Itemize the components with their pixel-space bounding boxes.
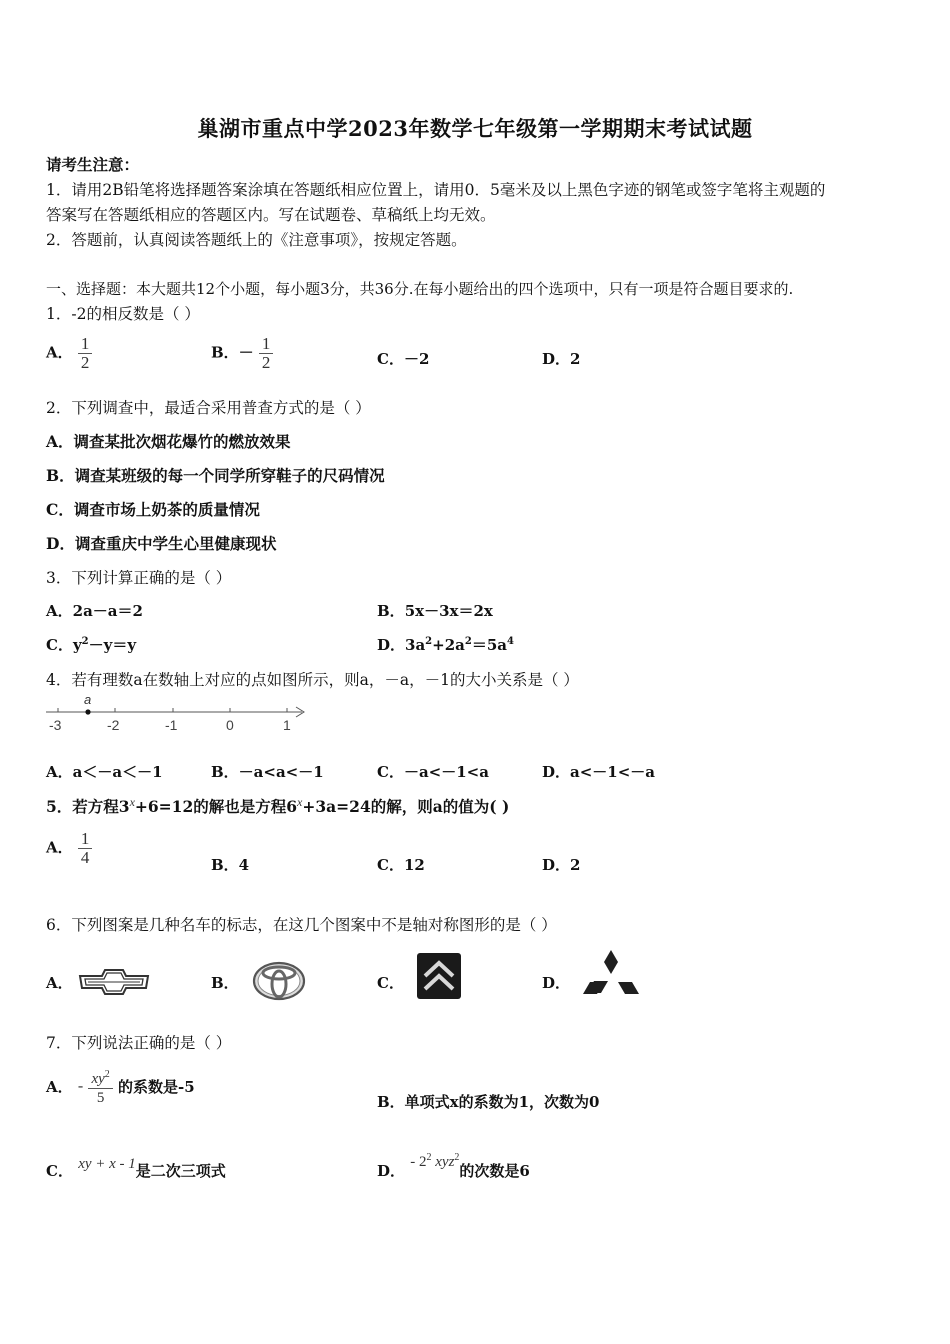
q3-option-c-rest: －y＝y (88, 636, 137, 654)
q1-option-b-label: B．－ (211, 343, 254, 362)
q6-stem: 6．下列图案是几种名车的标志，在这几个图案中不是轴对称图形的是（ ） (46, 916, 557, 934)
mitsubishi-logo-icon (582, 948, 640, 998)
q7-option-d[interactable] (377, 1152, 530, 1181)
q5-stem-part3: +3a=24的解，则a的值为( ) (302, 797, 510, 817)
tick-label: 0 (226, 717, 234, 733)
q3-option-d-part3: ＝5a (471, 636, 508, 654)
citroen-logo-icon (416, 952, 462, 1000)
tick-label: -1 (165, 717, 178, 733)
q5-option-a-fraction: $\frac{1}{4}$ (78, 830, 93, 867)
q7-option-a-text: 的系数是-5 (118, 1078, 195, 1096)
q6-option-c-label[interactable]: C． (377, 974, 404, 992)
q2-stem: 2．下列调查中，最适合采用普查方式的是（ ） (46, 399, 371, 417)
q4-option-a[interactable]: A．a＜－a＜－1 (46, 763, 163, 781)
point-a-label: a (84, 692, 92, 707)
q3-option-b[interactable] (377, 600, 493, 621)
q1-option-a-fraction: $\frac{1}{2}$ (78, 335, 93, 372)
q7-option-d-label: D． (377, 1162, 406, 1180)
q2-option-b[interactable]: B．调查某班级的每一个同学所穿鞋子的尺码情况 (46, 466, 385, 485)
q3-option-d-exp2: 2 (464, 636, 472, 647)
q7-option-c-expr: xy + x - 1 (78, 1156, 136, 1172)
point-a-marker (85, 709, 90, 714)
q6-option-d-label[interactable]: D． (542, 974, 571, 992)
q4-option-d[interactable]: D．a<－1<－a (542, 763, 656, 781)
notice-heading: 请考生注意： (46, 155, 140, 174)
section-heading: 一、选择题：本大题共12个小题，每小题3分，共36分.在每小题给出的四个选项中，只有一项是符合题目要求的. (46, 280, 794, 298)
q5-stem-part1: 5．若方程3 (46, 797, 130, 817)
q5-option-a-label: A． (46, 838, 73, 857)
notice-line-1b: 答案写在答题纸相应的答题区内。写在试题卷、草稿纸上均无效。 (46, 206, 496, 224)
q4-number-line (40, 690, 320, 738)
q7-option-c[interactable] (46, 1154, 226, 1181)
notice-line-1a: 1．请用2B铅笔将选择题答案涂填在答题纸相应位置上，请用0．5毫米及以上黑色字迹的钢笔或签字笔将主观题的 (46, 181, 826, 199)
page-title: 巢湖市重点中学2023年数学七年级第一学期期末考试试题 (197, 116, 753, 141)
q3-option-d-part1: 3a (405, 636, 426, 654)
q3-option-d-exp3: 4 (507, 636, 514, 647)
q1-stem: 1．-2的相反数是（ ） (46, 305, 200, 323)
q1-option-c[interactable]: C．－2 (377, 350, 430, 368)
q5-stem-var2: x (297, 795, 303, 809)
q1-option-a-label: A． (46, 343, 73, 362)
q3-option-b-expr: 5x－3x＝2x (404, 602, 493, 620)
q3-option-c[interactable] (46, 634, 136, 655)
q7-option-a-label: A． (46, 1078, 73, 1096)
q3-option-d-exp1: 2 (425, 636, 433, 647)
q7-option-c-label: C． (46, 1162, 73, 1180)
q7-option-a-sign: - (77, 1077, 84, 1095)
q5-option-a[interactable] (46, 830, 92, 867)
q5-stem (46, 795, 509, 817)
tick-label: -3 (49, 717, 62, 733)
q3-option-c-label: C． (46, 636, 73, 654)
q6-option-a-label[interactable]: A． (46, 974, 73, 992)
q3-stem: 3．下列计算正确的是（ ） (46, 569, 232, 587)
q7-option-b[interactable]: B．单项式x的系数为1，次数为0 (377, 1093, 600, 1111)
q3-option-d[interactable] (377, 634, 514, 655)
q3-option-a-expr: 2a－a＝2 (72, 602, 143, 620)
q2-option-a[interactable]: A．调查某批次烟花爆竹的燃放效果 (46, 432, 291, 451)
q7-option-d-expr: - $2^2$ xyz$^2$ (410, 1152, 460, 1170)
tick-label: -2 (107, 717, 120, 733)
q6-option-b-label[interactable]: B． (211, 974, 239, 992)
tick-label: 1 (283, 717, 291, 733)
q5-option-b[interactable]: B．4 (211, 856, 250, 874)
q7-stem: 7．下列说法正确的是（ ） (46, 1034, 232, 1052)
q2-option-d[interactable]: D．调查重庆中学生心里健康现状 (46, 534, 277, 553)
q5-option-c[interactable]: C．12 (377, 856, 425, 874)
q5-stem-var1: x (129, 795, 135, 809)
q1-option-b[interactable] (211, 335, 273, 372)
q3-option-a[interactable] (46, 600, 143, 621)
q7-option-d-text: 的次数是6 (459, 1162, 530, 1180)
q3-option-d-part2: +2a (432, 636, 465, 654)
q2-option-c[interactable]: C．调查市场上奶茶的质量情况 (46, 500, 260, 519)
q7-option-c-text: 是二次三项式 (135, 1162, 226, 1180)
q7-option-a[interactable] (46, 1066, 195, 1107)
notice-line-2: 2．答题前，认真阅读答题纸上的《注意事项》，按规定答题。 (46, 231, 467, 249)
q3-option-b-label: B． (377, 602, 405, 620)
q5-option-d[interactable]: D．2 (542, 856, 581, 874)
q5-stem-part2: +6=12的解也是方程6 (134, 797, 298, 817)
q4-option-b[interactable]: B．－a<a<－1 (211, 763, 324, 781)
q1-option-d[interactable]: D．2 (542, 350, 581, 368)
q1-option-b-fraction: $\frac{1}{2}$ (259, 335, 274, 372)
q3-option-c-exp: 2 (81, 636, 89, 647)
chevrolet-logo-icon (76, 966, 152, 998)
q4-option-c[interactable]: C．－a<－1<a (377, 763, 489, 781)
q3-option-d-label: D． (377, 636, 406, 654)
q3-option-c-base: y (72, 636, 82, 654)
q3-option-a-label: A． (46, 602, 73, 620)
q7-option-a-fraction: $\frac{xy^2}{5}$ (88, 1066, 112, 1107)
q4-stem: 4．若有理数a在数轴上对应的点如图所示，则a，－a，－1的大小关系是（ ） (46, 671, 579, 689)
q1-option-a[interactable] (46, 335, 92, 372)
toyota-logo-icon (252, 960, 306, 1002)
